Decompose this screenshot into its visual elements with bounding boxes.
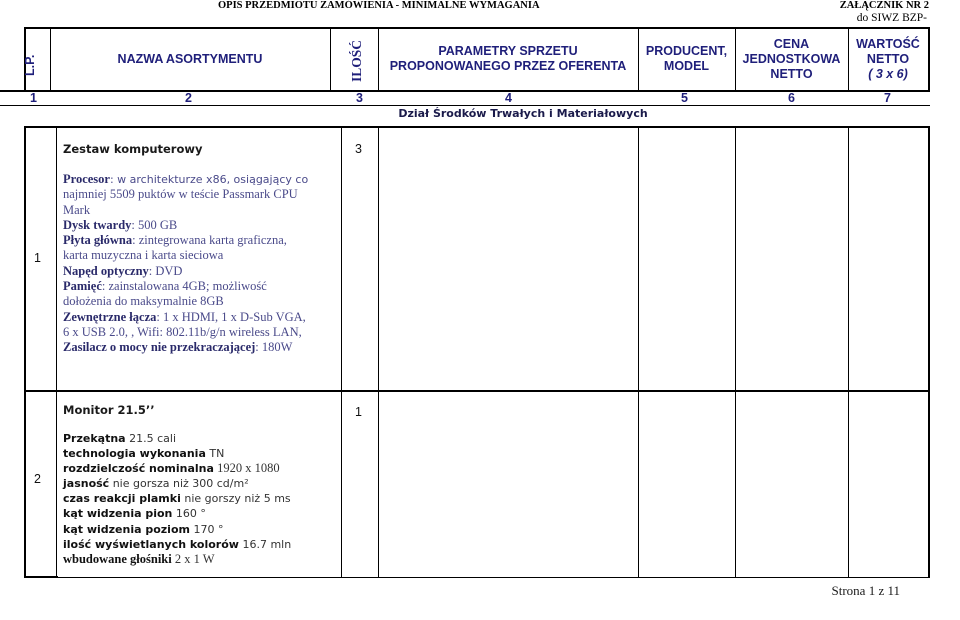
spec-value: 160 °	[172, 507, 206, 521]
document-title: OPIS PRZEDMIOTU ZAMÓWIENIA - MINIMALNE WYMAGANIA	[218, 0, 540, 11]
spec-line	[63, 431, 291, 446]
spec-value: dołożenia do maksymalnie 8GB	[63, 294, 224, 309]
spec-key: technologia wykonania	[63, 447, 206, 461]
svg-text:ILOŚĆ: ILOŚĆ	[349, 39, 364, 82]
spec-line	[63, 203, 308, 218]
column-number: 3	[356, 91, 363, 105]
spec-line	[63, 218, 308, 233]
item-name: Monitor 21.5’’	[63, 403, 155, 417]
spec-line	[63, 476, 291, 491]
spec-key: ilość wyświetlanych kolorów	[63, 537, 239, 551]
spec-key: rozdzielczość nominalna	[63, 462, 214, 476]
section-title: Dział Środków Trwałych i Materiałowych	[398, 107, 648, 120]
column-header-producer: PRODUCENT, MODEL	[645, 44, 728, 73]
spec-value: 1920 x 1080	[213, 461, 280, 476]
spec-line	[63, 522, 291, 537]
spec-value: : zintegrowana karta graficzna,	[132, 233, 287, 248]
page-footer: Strona 1 z 11	[831, 583, 900, 598]
column-header-unit-price: CENA JEDNOSTKOWA NETTO	[742, 37, 841, 81]
spec-value: : 180W	[255, 340, 293, 355]
spec-value: : zainstalowana 4GB; możliwość	[101, 279, 267, 294]
spec-line	[63, 325, 308, 340]
row-number: 2	[34, 472, 41, 486]
spec-line	[63, 491, 291, 506]
item-specification	[63, 431, 291, 566]
spec-line	[63, 506, 291, 521]
spec-line	[63, 187, 308, 202]
spec-key: jasność	[63, 477, 110, 491]
column-number: 5	[681, 91, 688, 105]
spec-line	[63, 446, 291, 461]
column-header-params: PARAMETRY SPRZETU PROPONOWANEGO PRZEZ OFERENTA	[389, 44, 627, 73]
column-number: 4	[505, 91, 512, 105]
item-quantity: 3	[355, 142, 362, 156]
spec-line	[63, 248, 308, 263]
column-number: 2	[185, 91, 192, 105]
spec-line	[63, 310, 308, 325]
spec-key: kąt widzenia poziom	[63, 522, 190, 536]
spec-key: Zasilacz o mocy nie przekraczającej	[63, 340, 256, 355]
spec-key: Przekątna	[63, 432, 126, 445]
spec-line	[63, 264, 308, 279]
column-number: 6	[788, 91, 795, 105]
spec-value: : 500 GB	[131, 217, 178, 232]
reference-label: do SIWZ BZP-	[856, 12, 927, 24]
spec-key: kąt widzenia pion	[63, 507, 173, 521]
item-quantity: 1	[355, 405, 362, 419]
annex-label: ZAŁĄCZNIK NR 2	[839, 0, 929, 11]
spec-key: Płyta główna	[63, 233, 133, 248]
spec-value: 16.7 mln	[238, 537, 292, 551]
spec-line	[63, 552, 291, 566]
spec-value: 2 x 1 W	[171, 551, 215, 566]
spec-value: 21.5 cali	[125, 432, 176, 445]
spec-value: najmniej 5509 puktów w teście Passmark CPU	[63, 187, 298, 202]
spec-line	[63, 294, 308, 309]
spec-key: wbudowane głośniki	[63, 551, 172, 566]
spec-value: : w architekturze x86, osiągający co	[109, 173, 309, 186]
svg-text:L.P.: L.P.	[23, 54, 37, 76]
column-header-qty	[344, 36, 368, 84]
item-specification	[63, 172, 308, 356]
spec-key: Pamięć	[63, 279, 102, 294]
spec-value: nie gorszy niż 5 ms	[180, 492, 291, 506]
column-header-name: NAZWA ASORTYMENTU	[117, 52, 263, 66]
spec-value: nie gorsza niż 300 cd/m²	[109, 477, 249, 491]
spec-key: czas reakcji plamki	[63, 492, 181, 506]
spec-key: Zewnętrzne łącza	[63, 309, 157, 324]
spec-line	[63, 233, 308, 248]
spec-value: Mark	[63, 202, 91, 217]
spec-line	[63, 340, 308, 355]
spec-value: TN	[205, 447, 225, 461]
spec-key: Dysk twardy	[63, 217, 132, 232]
spec-value: karta muzyczna i karta sieciowa	[63, 248, 224, 263]
spec-key: Procesor	[63, 172, 110, 186]
row-number: 1	[34, 251, 41, 265]
item-name: Zestaw komputerowy	[63, 142, 203, 156]
spec-value: : DVD	[148, 263, 183, 278]
column-number: 7	[884, 91, 891, 105]
spec-value: : 1 x HDMI, 1 x D-Sub VGA,	[156, 309, 306, 324]
spec-value: 6 x USB 2.0, , Wifi: 802.11b/g/n wireless LAN,	[63, 324, 302, 339]
column-header-lp	[22, 42, 38, 78]
spec-line	[63, 279, 308, 294]
spec-key: Napęd optyczny	[63, 263, 149, 278]
spec-line	[63, 461, 291, 476]
column-number: 1	[30, 91, 37, 105]
spec-value: 170 °	[189, 522, 224, 536]
spec-line	[63, 172, 308, 187]
spec-line	[63, 537, 291, 552]
column-header-net-value: WARTOŚĆ NETTO ( 3 x 6)	[856, 37, 920, 81]
